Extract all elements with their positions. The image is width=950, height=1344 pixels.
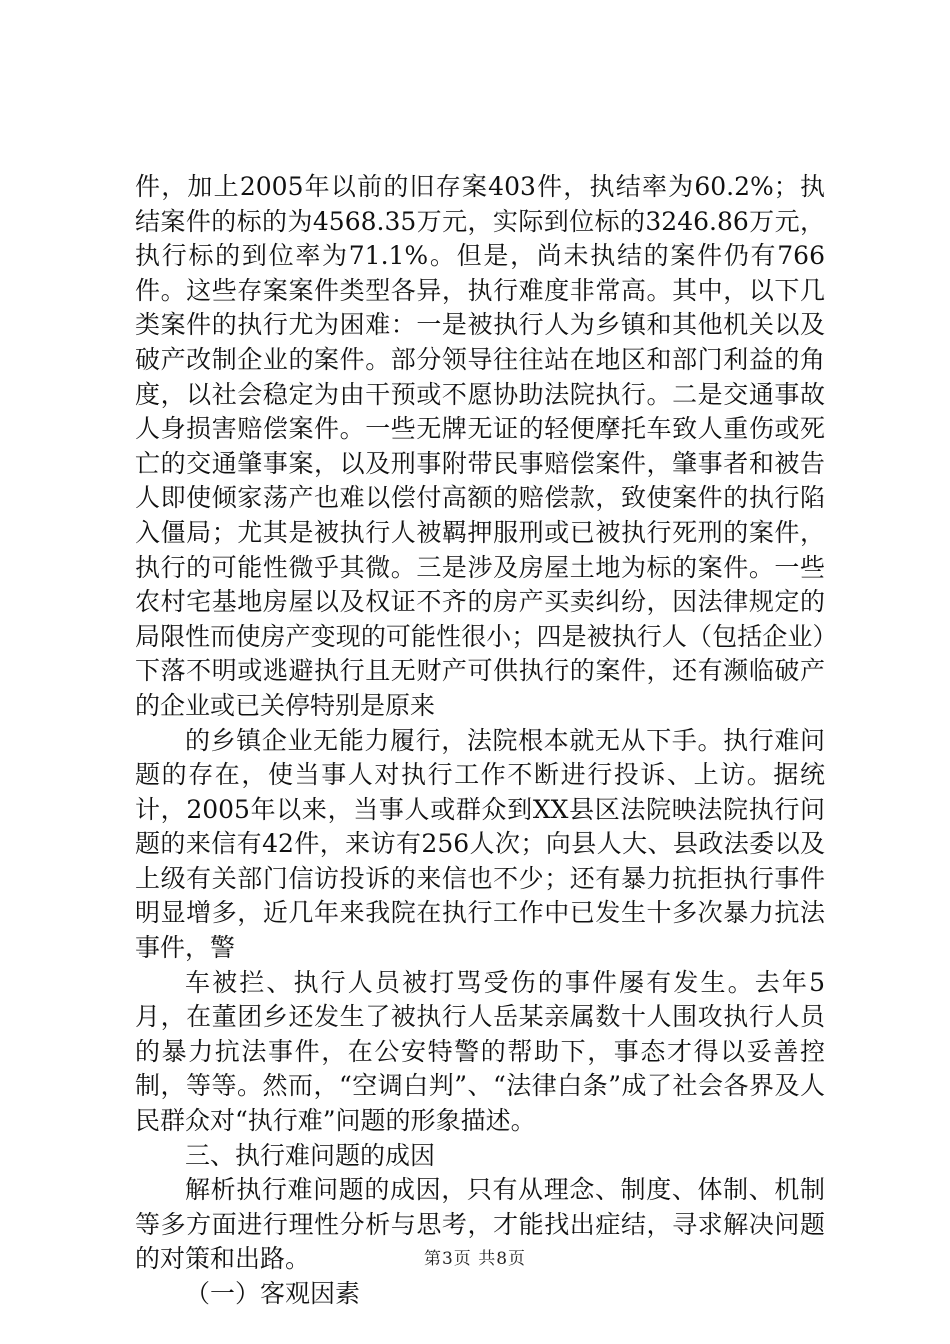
section-heading-causes: 三、执行难问题的成因 [185, 1140, 436, 1170]
document-body [135, 170, 825, 1312]
paragraph-petitions: 的乡镇企业无能力履行，法院根本就无从下手。执行难问题的存在，使当事人对执行工作不断进行投诉、上访。据统计，2005年以来，当事人或群众到XX县区法院映法院执行问题的来信有42件，来访有256人次；向县人大、县政法委以及上级有关部门信访投诉的来信也不少；还有暴力抗拒执行事件明显增多，近几年来我院在执行工作中已发生十多次暴力抗法事件，警 [135, 725, 825, 963]
paragraph-violent-resistance: 车被拦、执行人员被打骂受伤的事件屡有发生。去年5月，在董团乡还发生了被执行人岳某亲属数十人围攻执行人员的暴力抗法事件，在公安特警的帮助下，事态才得以妥善控制，等等。然而，“空调白判”、“法律白条”成了社会各界及人民群众对“执行难”问题的形象描述。 [135, 967, 825, 1136]
page-footer: 第3页 共8页 [423, 1249, 527, 1269]
paragraph-causes-analysis: 解析执行难问题的成因，只有从理念、制度、体制、机制等多方面进行理性分析与思考，才能找出症结，寻求解决问题的对策和出路。 [135, 1175, 825, 1274]
paragraph-enforcement-statistics: 件，加上2005年以前的旧存案403件，执结率为60.2%；执结案件的标的为4568.35万元，实际到位标的3246.86万元，执行标的到位率为71.1%。但是，尚未执结的案件仍有766件。这些存案案件类型各异，执行难度非常高。其中，以下几类案件的执行尤为困难：一是被执行人为乡镇和其他机关以及破产改制企业的案件。部分领导往往站在地区和部门利益的角度，以社会稳定为由干预或不愿协助法院执行。二是交通事故人身损害赔偿案件。一些无牌无证的轻便摩托车致人重伤或死亡的交通肇事案，以及刑事附带民事赔偿案件，肇事者和被告人即使倾家荡产也难以偿付高额的赔偿款，致使案件的执行陷入僵局；尤其是被执行人被羁押服刑或已被执行死刑的案件，执行的可能性微乎其微。三是涉及房屋土地为标的案件。一些农村宅基地房屋以及权证不齐的房产买卖纠纷，因法律规定的局限性而使房产变现的可能性很小；四是被执行人（包括企业）下落不明或逃避执行且无财产可供执行的案件，还有濒临破产的企业或已关停特别是原来 [135, 172, 825, 720]
subsection-heading-objective-factors: （一）客观因素 [185, 1279, 361, 1308]
